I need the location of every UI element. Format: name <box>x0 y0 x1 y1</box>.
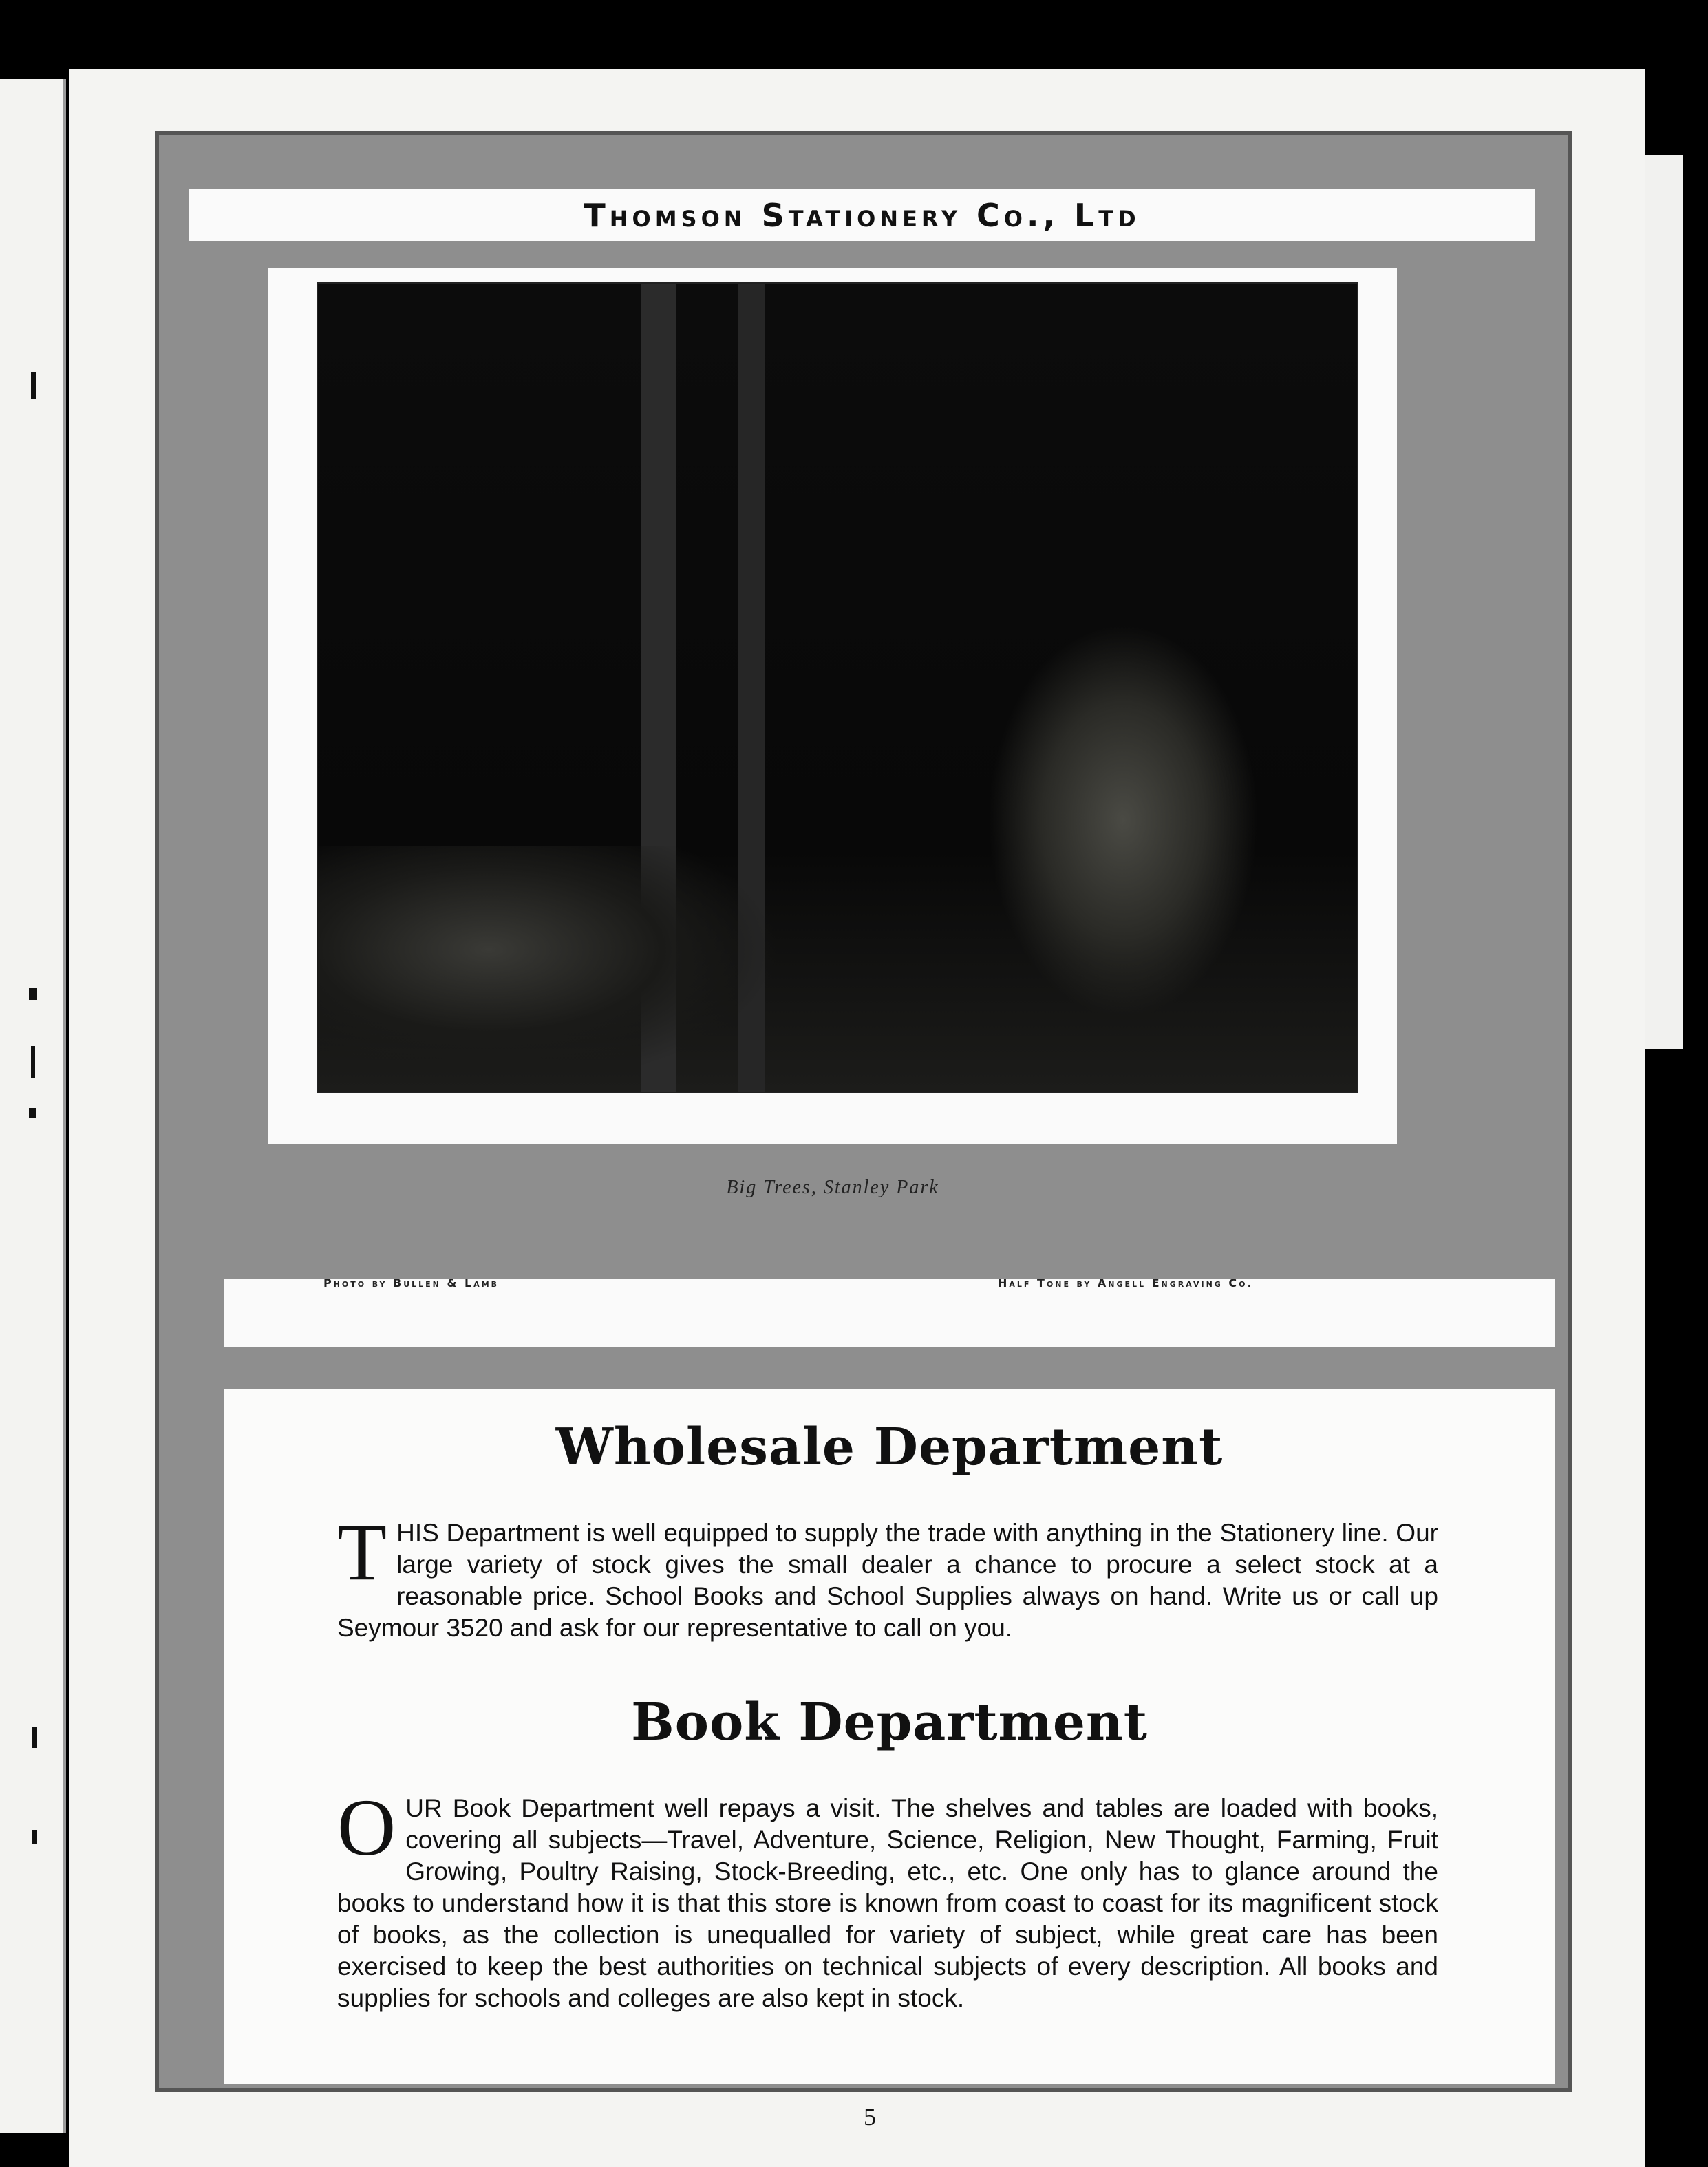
company-title: Thomson Stationery Co., Ltd <box>584 196 1140 234</box>
photo-credit: Photo by Bullen & Lamb <box>323 1277 500 1290</box>
book-heading: Book Department <box>631 1693 1148 1752</box>
binding-mark <box>32 1830 37 1844</box>
wholesale-paragraph <box>337 1507 1438 1644</box>
engraving-credit: Half Tone by Angell Engraving Co. <box>998 1277 1254 1290</box>
photo-forest-floor <box>317 846 798 1091</box>
header-band <box>189 189 1535 241</box>
page <box>69 69 1645 2167</box>
book-dropcap: O <box>337 1782 396 1872</box>
page-number: 5 <box>864 2103 876 2131</box>
book-paragraph <box>337 1782 1438 2014</box>
book-body: UR Book Department well repays a visit. The shelves and tables are loaded with books, covering all subjects—Travel, Adventure, Science, Religion, New Thought, Farming, Fruit Growing, Poultry Raising, Stock-Breeding, etc., etc. One only has to glance around the books to understand how it is that this store is known from coast to coast for its magnificent stock of books, as the collection is unequalled for variety of subject, while great care has been exercised to keep the best authorities on technical subjects of every description. All books and supplies for schools and colleges are also kept in stock. <box>337 1794 1438 2012</box>
photo-caption: Big Trees, Stanley Park <box>726 1177 939 1198</box>
binding-mark <box>31 1046 35 1078</box>
binding-mark <box>32 1727 37 1748</box>
right-page-edge <box>1639 155 1683 1049</box>
wholesale-dropcap: T <box>337 1507 387 1597</box>
binding-mark <box>29 988 37 1000</box>
wholesale-heading: Wholesale Department <box>555 1418 1224 1477</box>
page-fold-shadow <box>63 79 66 2133</box>
binding-mark <box>31 372 36 399</box>
binding-mark <box>29 1108 36 1118</box>
wholesale-body: HIS Department is well equipped to supply the trade with anything in the Stationery line. Our large variety of stock gives the small dealer a chance to procure a select stock at a reasonable price. School Books and School Supplies always on hand. Write us or call up Seymour 3520 and ask for our representative to call on you. <box>337 1519 1438 1642</box>
